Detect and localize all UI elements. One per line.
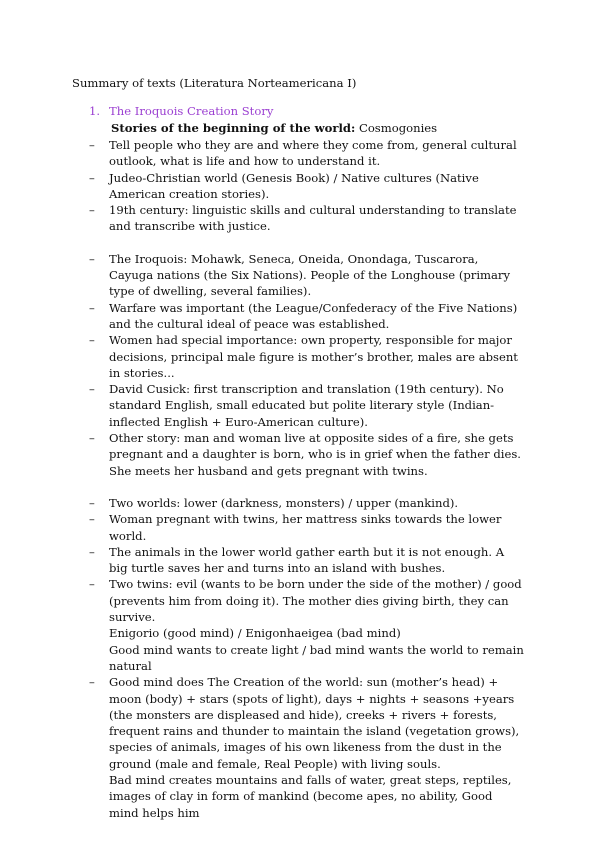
- paragraph-gap: [89, 479, 525, 495]
- dash-marker: –: [89, 300, 95, 315]
- list-item: [89, 430, 525, 479]
- dash-marker: –: [89, 675, 95, 690]
- list-item: [89, 170, 525, 203]
- section-number: 1.: [89, 104, 101, 118]
- list-item-text: Warfare was important (the League/Confederacy of the Five Nations) and the cultural ideal of peace was established.: [109, 300, 518, 331]
- subtitle-rest: Cosmogonies: [355, 121, 438, 135]
- dash-marker: –: [89, 577, 95, 592]
- list-item-text: Enigorio (good mind) / Enigonhaeigea (bad mind): [109, 626, 401, 641]
- list-item: [89, 495, 525, 511]
- list-item-text: Woman pregnant with twins, her mattress sinks towards the lower world.: [109, 512, 502, 543]
- list-item-text: Good mind does The Creation of the world: sun (mother’s head) + moon (body) + stars (spots of light), days + nights + seasons +years (the monsters are displeased and hide), creeks + rivers + forests, frequent rains and thunder to maintain the island (vegetation grows), species of animals, images of his own likeness from the dust in the ground (male and female, Real People) with living souls.: [109, 675, 520, 771]
- list-item-continuation: [89, 625, 525, 641]
- dash-marker: –: [89, 170, 95, 185]
- list-item: [89, 300, 525, 333]
- dash-marker: –: [89, 512, 95, 527]
- bullet-list: [89, 137, 525, 821]
- dash-marker: –: [89, 333, 95, 348]
- dash-marker: –: [89, 382, 95, 397]
- list-item-text: Women had special importance: own property, responsible for major decisions, principal male figure is mother’s brother, males are absent in stories...: [109, 333, 518, 380]
- dash-marker: –: [89, 544, 95, 559]
- list-item: [89, 202, 525, 235]
- section-subtitle: [111, 120, 437, 136]
- list-item-continuation: [89, 642, 525, 675]
- list-item-text: Two worlds: lower (darkness, monsters) / upper (mankind).: [109, 495, 459, 510]
- section-title: The Iroquois Creation Story: [109, 104, 274, 118]
- list-item-text: Judeo-Christian world (Genesis Book) / Native cultures (Native American creation stories).: [109, 170, 479, 201]
- list-item-text: Bad mind creates mountains and falls of water, great steps, reptiles, images of clay in form of mankind (become apes, no ability, Good mind helps him: [109, 772, 512, 820]
- list-item: [89, 381, 525, 430]
- dash-marker: –: [89, 203, 95, 218]
- dash-marker: –: [89, 431, 95, 446]
- list-item: [89, 137, 525, 170]
- list-item-text: 19th century: linguistic skills and cultural understanding to translate and transcribe with justice.: [109, 203, 517, 234]
- list-item-text: Two twins: evil (wants to be born under the side of the mother) / good (prevents him from doing it). The mother dies giving birth, they can survive.: [109, 577, 522, 625]
- dash-marker: –: [89, 495, 95, 510]
- list-item-text: The Iroquois: Mohawk, Seneca, Oneida, Onondaga, Tuscarora, Cayuga nations (the Six Nations). People of the Longhouse (primary type of dwelling, several families).: [109, 251, 511, 299]
- list-item: [89, 511, 525, 544]
- dash-marker: –: [89, 251, 95, 266]
- list-item-text: The animals in the lower world gather earth but it is not enough. A big turtle saves her and turns into an island with bushes.: [109, 544, 505, 576]
- paragraph-gap: [89, 235, 525, 251]
- list-item-continuation: [89, 772, 525, 821]
- list-item: [89, 674, 525, 772]
- list-item: [89, 251, 525, 300]
- dash-marker: –: [89, 138, 95, 152]
- list-item: [89, 332, 525, 381]
- list-item: [89, 576, 525, 625]
- list-item: [89, 544, 525, 577]
- subtitle-bold: Stories of the beginning of the world:: [111, 121, 356, 135]
- list-item-text: David Cusick: first transcription and translation (19th century). No standard English, small educated but polite literary style (Indian-inflected English + Euro-American culture).: [109, 382, 504, 429]
- list-item-text: Other story: man and woman live at opposite sides of a fire, she gets pregnant and a daughter is born, who is in grief when the father dies. She meets her husband and gets pregnant with twins.: [109, 431, 521, 478]
- list-item-text: Tell people who they are and where they come from, general cultural outlook, what is life and how to understand it.: [109, 138, 517, 169]
- document-title: Summary of texts (Literatura Norteamericana I): [72, 76, 357, 90]
- list-item-text: Good mind wants to create light / bad mind wants the world to remain natural: [109, 642, 524, 673]
